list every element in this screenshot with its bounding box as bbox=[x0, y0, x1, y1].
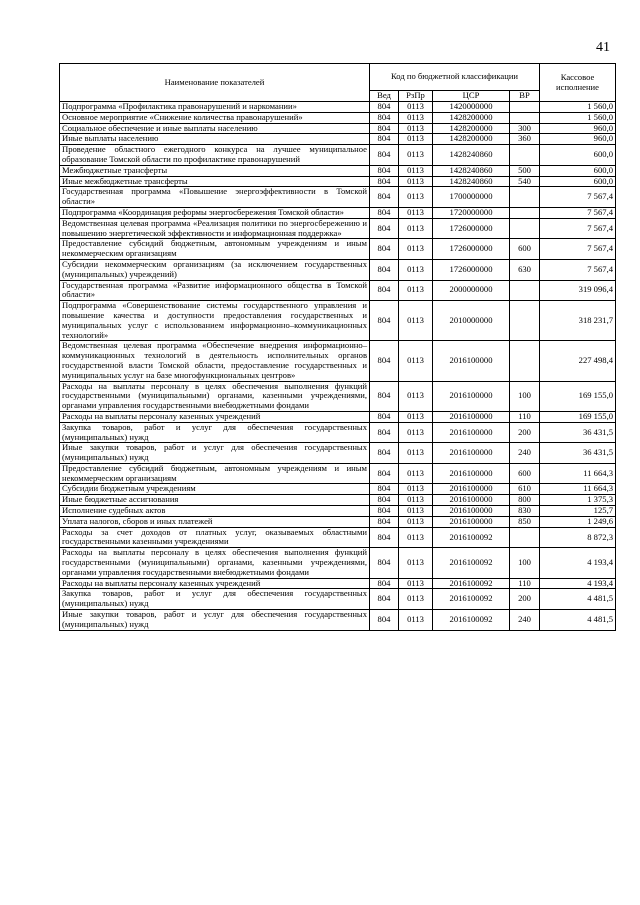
row-vr: 800 bbox=[510, 495, 540, 506]
row-name: Иные закупки товаров, работ и услуг для обеспечения государственных (муниципальных) нужд bbox=[60, 443, 370, 464]
row-sum: 960,0 bbox=[540, 134, 616, 145]
row-vr: 100 bbox=[510, 548, 540, 578]
row-name: Ведомственная целевая программа «Реализация политики по энергосбережению и повышению энергетической эффективности и информационная поддержка» bbox=[60, 218, 370, 239]
row-ved: 804 bbox=[370, 516, 399, 527]
row-rzpr: 0113 bbox=[399, 381, 433, 411]
row-name: Расходы на выплаты персоналу в целях обеспечения выполнения функций государственными (муниципальными) органами, казенными учреждениями, органами управления государственными внебюджетными фондами bbox=[60, 548, 370, 578]
row-rzpr: 0113 bbox=[399, 548, 433, 578]
row-rzpr: 0113 bbox=[399, 301, 433, 341]
row-vr: 240 bbox=[510, 610, 540, 631]
row-ved: 804 bbox=[370, 589, 399, 610]
row-sum: 125,7 bbox=[540, 506, 616, 517]
row-name: Предоставление субсидий бюджетным, автономным учреждениям и иным некоммерческим организациям bbox=[60, 239, 370, 260]
table-row bbox=[60, 516, 616, 527]
row-name: Иные выплаты населению bbox=[60, 134, 370, 145]
table-row bbox=[60, 301, 616, 341]
row-sum: 7 567,4 bbox=[540, 239, 616, 260]
row-csr: 1726000000 bbox=[433, 218, 510, 239]
row-ved: 804 bbox=[370, 259, 399, 280]
table-row bbox=[60, 484, 616, 495]
row-name: Подпрограмма «Профилактика правонарушений и наркомании» bbox=[60, 102, 370, 113]
row-rzpr: 0113 bbox=[399, 443, 433, 464]
row-vr bbox=[510, 301, 540, 341]
row-csr: 1726000000 bbox=[433, 259, 510, 280]
table-row bbox=[60, 443, 616, 464]
row-rzpr: 0113 bbox=[399, 280, 433, 301]
row-rzpr: 0113 bbox=[399, 484, 433, 495]
row-name: Ведомственная целевая программа «Обеспечение внедрения информационно–коммуникационных технологий в деятельность исполнительных органов государственной власти Томской области, предоставление государственных и муниципальных услуг на базе многофункциональных центров» bbox=[60, 341, 370, 381]
row-name: Иные закупки товаров, работ и услуг для обеспечения государственных (муниципальных) нужд bbox=[60, 610, 370, 631]
row-sum: 319 096,4 bbox=[540, 280, 616, 301]
table-row bbox=[60, 207, 616, 218]
row-sum: 7 567,4 bbox=[540, 259, 616, 280]
table-row bbox=[60, 422, 616, 443]
row-ved: 804 bbox=[370, 218, 399, 239]
row-name: Расходы на выплаты персоналу казенных учреждений bbox=[60, 578, 370, 589]
row-csr: 1428200000 bbox=[433, 112, 510, 123]
row-ved: 804 bbox=[370, 102, 399, 113]
row-vr bbox=[510, 187, 540, 208]
table-row bbox=[60, 112, 616, 123]
row-name: Уплата налогов, сборов и иных платежей bbox=[60, 516, 370, 527]
table-row bbox=[60, 145, 616, 166]
row-sum: 4 193,4 bbox=[540, 548, 616, 578]
row-name: Субсидии бюджетным учреждениям bbox=[60, 484, 370, 495]
row-sum: 1 375,3 bbox=[540, 495, 616, 506]
row-rzpr: 0113 bbox=[399, 134, 433, 145]
row-csr: 2016100000 bbox=[433, 506, 510, 517]
row-rzpr: 0113 bbox=[399, 589, 433, 610]
table-row bbox=[60, 578, 616, 589]
row-sum: 1 249,6 bbox=[540, 516, 616, 527]
row-ved: 804 bbox=[370, 341, 399, 381]
row-name: Иные межбюджетные трансферты bbox=[60, 176, 370, 187]
row-csr: 2016100092 bbox=[433, 548, 510, 578]
row-name: Подпрограмма «Совершенствование системы государственного управления и повышение качества и доступности предоставления государственных и муниципальных услуг с использованием информационно–коммуникационных технологий» bbox=[60, 301, 370, 341]
row-rzpr: 0113 bbox=[399, 516, 433, 527]
row-csr: 2016100092 bbox=[433, 610, 510, 631]
table-row bbox=[60, 280, 616, 301]
row-rzpr: 0113 bbox=[399, 102, 433, 113]
table-row bbox=[60, 102, 616, 113]
row-ved: 804 bbox=[370, 506, 399, 517]
table-row bbox=[60, 134, 616, 145]
row-sum: 7 567,4 bbox=[540, 218, 616, 239]
row-rzpr: 0113 bbox=[399, 112, 433, 123]
row-rzpr: 0113 bbox=[399, 259, 433, 280]
row-sum: 1 560,0 bbox=[540, 112, 616, 123]
row-vr bbox=[510, 145, 540, 166]
row-csr: 1428200000 bbox=[433, 123, 510, 134]
row-vr: 500 bbox=[510, 165, 540, 176]
row-csr: 1428240860 bbox=[433, 176, 510, 187]
row-name: Иные бюджетные ассигнования bbox=[60, 495, 370, 506]
table-row bbox=[60, 165, 616, 176]
row-sum: 7 567,4 bbox=[540, 207, 616, 218]
row-vr: 240 bbox=[510, 443, 540, 464]
header-execution: Кассовое исполнение bbox=[540, 64, 616, 102]
row-ved: 804 bbox=[370, 239, 399, 260]
header-csr: ЦСР bbox=[433, 91, 510, 102]
row-ved: 804 bbox=[370, 112, 399, 123]
row-vr: 830 bbox=[510, 506, 540, 517]
row-ved: 804 bbox=[370, 463, 399, 484]
row-ved: 804 bbox=[370, 134, 399, 145]
row-vr: 110 bbox=[510, 578, 540, 589]
row-name: Государственная программа «Повышение энергоэффективности в Томской области» bbox=[60, 187, 370, 208]
row-vr: 200 bbox=[510, 589, 540, 610]
row-sum: 318 231,7 bbox=[540, 301, 616, 341]
header-rzpr: РзПр bbox=[399, 91, 433, 102]
row-csr: 1428240860 bbox=[433, 165, 510, 176]
row-vr bbox=[510, 102, 540, 113]
row-name: Закупка товаров, работ и услуг для обеспечения государственных (муниципальных) нужд bbox=[60, 422, 370, 443]
row-csr: 1726000000 bbox=[433, 239, 510, 260]
row-csr: 1428200000 bbox=[433, 134, 510, 145]
row-ved: 804 bbox=[370, 495, 399, 506]
row-rzpr: 0113 bbox=[399, 506, 433, 517]
table-row bbox=[60, 341, 616, 381]
row-name: Социальное обеспечение и иные выплаты населению bbox=[60, 123, 370, 134]
row-name: Межбюджетные трансферты bbox=[60, 165, 370, 176]
header-code-group: Код по бюджетной классификации bbox=[370, 64, 540, 91]
row-vr: 200 bbox=[510, 422, 540, 443]
row-name: Закупка товаров, работ и услуг для обеспечения государственных (муниципальных) нужд bbox=[60, 589, 370, 610]
row-name: Расходы за счет доходов от платных услуг, оказываемых областными государственными казенными учреждениями bbox=[60, 527, 370, 548]
row-sum: 11 664,3 bbox=[540, 484, 616, 495]
row-rzpr: 0113 bbox=[399, 422, 433, 443]
row-name: Проведение областного ежегодного конкурса на лучшее муниципальное образование Томской области по профилактике правонарушений bbox=[60, 145, 370, 166]
row-csr: 2016100000 bbox=[433, 411, 510, 422]
page-number: 41 bbox=[596, 40, 610, 55]
row-ved: 804 bbox=[370, 578, 399, 589]
table-row bbox=[60, 123, 616, 134]
row-rzpr: 0113 bbox=[399, 218, 433, 239]
row-vr: 360 bbox=[510, 134, 540, 145]
row-csr: 2016100000 bbox=[433, 341, 510, 381]
row-csr: 2016100092 bbox=[433, 589, 510, 610]
row-rzpr: 0113 bbox=[399, 187, 433, 208]
row-rzpr: 0113 bbox=[399, 610, 433, 631]
row-name: Исполнение судебных актов bbox=[60, 506, 370, 517]
row-rzpr: 0113 bbox=[399, 165, 433, 176]
row-sum: 227 498,4 bbox=[540, 341, 616, 381]
row-vr: 100 bbox=[510, 381, 540, 411]
row-csr: 2016100000 bbox=[433, 495, 510, 506]
table-row bbox=[60, 259, 616, 280]
row-sum: 960,0 bbox=[540, 123, 616, 134]
row-name: Предоставление субсидий бюджетным, автономным учреждениям и иным некоммерческим организациям bbox=[60, 463, 370, 484]
row-rzpr: 0113 bbox=[399, 411, 433, 422]
row-vr bbox=[510, 207, 540, 218]
row-ved: 804 bbox=[370, 145, 399, 166]
row-vr: 600 bbox=[510, 463, 540, 484]
row-sum: 11 664,3 bbox=[540, 463, 616, 484]
row-rzpr: 0113 bbox=[399, 463, 433, 484]
row-ved: 804 bbox=[370, 484, 399, 495]
row-vr: 300 bbox=[510, 123, 540, 134]
row-name: Государственная программа «Развитие информационного общества в Томской области» bbox=[60, 280, 370, 301]
table-row bbox=[60, 176, 616, 187]
row-csr: 1428240860 bbox=[433, 145, 510, 166]
row-vr: 850 bbox=[510, 516, 540, 527]
row-sum: 600,0 bbox=[540, 145, 616, 166]
row-vr: 600 bbox=[510, 239, 540, 260]
row-csr: 2016100000 bbox=[433, 484, 510, 495]
row-csr: 1700000000 bbox=[433, 187, 510, 208]
header-name: Наименование показателей bbox=[60, 64, 370, 102]
table-row bbox=[60, 548, 616, 578]
row-sum: 1 560,0 bbox=[540, 102, 616, 113]
row-csr: 2016100000 bbox=[433, 516, 510, 527]
row-sum: 4 193,4 bbox=[540, 578, 616, 589]
row-rzpr: 0113 bbox=[399, 145, 433, 166]
row-csr: 2010000000 bbox=[433, 301, 510, 341]
table-row bbox=[60, 495, 616, 506]
row-vr: 610 bbox=[510, 484, 540, 495]
table-row bbox=[60, 381, 616, 411]
row-sum: 169 155,0 bbox=[540, 411, 616, 422]
row-rzpr: 0113 bbox=[399, 341, 433, 381]
row-name: Подпрограмма «Координация реформы энергосбережения Томской области» bbox=[60, 207, 370, 218]
table-row bbox=[60, 589, 616, 610]
row-name: Расходы на выплаты персоналу в целях обеспечения выполнения функций государственными (муниципальными) органами, казенными учреждениями, органами управления государственными внебюджетными фондами bbox=[60, 381, 370, 411]
row-sum: 36 431,5 bbox=[540, 443, 616, 464]
row-sum: 600,0 bbox=[540, 176, 616, 187]
row-ved: 804 bbox=[370, 610, 399, 631]
row-csr: 2016100000 bbox=[433, 443, 510, 464]
row-rzpr: 0113 bbox=[399, 495, 433, 506]
row-rzpr: 0113 bbox=[399, 123, 433, 134]
row-sum: 36 431,5 bbox=[540, 422, 616, 443]
row-ved: 804 bbox=[370, 165, 399, 176]
row-sum: 4 481,5 bbox=[540, 589, 616, 610]
row-vr: 540 bbox=[510, 176, 540, 187]
row-csr: 1720000000 bbox=[433, 207, 510, 218]
row-ved: 804 bbox=[370, 548, 399, 578]
row-sum: 600,0 bbox=[540, 165, 616, 176]
row-rzpr: 0113 bbox=[399, 207, 433, 218]
row-csr: 2016100000 bbox=[433, 422, 510, 443]
row-vr: 110 bbox=[510, 411, 540, 422]
header-vr: ВР bbox=[510, 91, 540, 102]
row-vr bbox=[510, 341, 540, 381]
row-rzpr: 0113 bbox=[399, 239, 433, 260]
row-ved: 804 bbox=[370, 422, 399, 443]
row-csr: 2016100000 bbox=[433, 463, 510, 484]
row-csr: 2016100092 bbox=[433, 578, 510, 589]
table-row bbox=[60, 411, 616, 422]
row-name: Субсидии некоммерческим организациям (за исключением государственных (муниципальных) учреждений) bbox=[60, 259, 370, 280]
row-vr: 630 bbox=[510, 259, 540, 280]
row-ved: 804 bbox=[370, 443, 399, 464]
row-ved: 804 bbox=[370, 187, 399, 208]
row-ved: 804 bbox=[370, 176, 399, 187]
table-row bbox=[60, 187, 616, 208]
row-csr: 1420000000 bbox=[433, 102, 510, 113]
table-row bbox=[60, 239, 616, 260]
row-name: Расходы на выплаты персоналу казенных учреждений bbox=[60, 411, 370, 422]
row-vr bbox=[510, 527, 540, 548]
row-rzpr: 0113 bbox=[399, 176, 433, 187]
row-sum: 8 872,3 bbox=[540, 527, 616, 548]
row-sum: 4 481,5 bbox=[540, 610, 616, 631]
row-csr: 2016100092 bbox=[433, 527, 510, 548]
row-ved: 804 bbox=[370, 381, 399, 411]
table-row bbox=[60, 463, 616, 484]
budget-execution-table bbox=[59, 63, 616, 631]
row-ved: 804 bbox=[370, 301, 399, 341]
row-ved: 804 bbox=[370, 207, 399, 218]
row-csr: 2000000000 bbox=[433, 280, 510, 301]
table-row bbox=[60, 506, 616, 517]
row-sum: 7 567,4 bbox=[540, 187, 616, 208]
table-row bbox=[60, 218, 616, 239]
row-rzpr: 0113 bbox=[399, 527, 433, 548]
header-ved: Вед bbox=[370, 91, 399, 102]
row-vr bbox=[510, 218, 540, 239]
row-ved: 804 bbox=[370, 280, 399, 301]
row-ved: 804 bbox=[370, 411, 399, 422]
table-row bbox=[60, 527, 616, 548]
table-row bbox=[60, 610, 616, 631]
row-csr: 2016100000 bbox=[433, 381, 510, 411]
row-ved: 804 bbox=[370, 123, 399, 134]
row-name: Основное мероприятие «Снижение количества правонарушений» bbox=[60, 112, 370, 123]
row-rzpr: 0113 bbox=[399, 578, 433, 589]
row-vr bbox=[510, 280, 540, 301]
table-body bbox=[60, 102, 616, 631]
row-sum: 169 155,0 bbox=[540, 381, 616, 411]
row-ved: 804 bbox=[370, 527, 399, 548]
row-vr bbox=[510, 112, 540, 123]
